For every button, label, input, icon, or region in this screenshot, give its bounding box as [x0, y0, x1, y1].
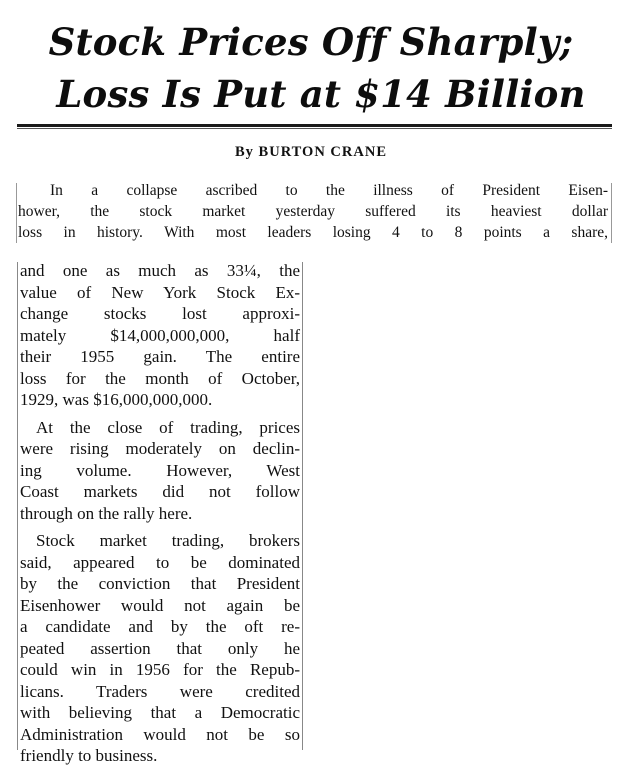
headline-line-1: Stock Prices Off Sharply;: [48, 20, 574, 64]
text-line: peated assertion that only he: [20, 638, 300, 658]
column-left-border: [17, 262, 18, 750]
text-line: ing volume. However, West: [20, 460, 300, 480]
lead-line: hower, the stock market yesterday suffered its heaviest dollar: [18, 203, 608, 220]
lead-paragraph: [18, 180, 608, 243]
byline: By BURTON CRANE: [235, 144, 387, 160]
article-paragraph: [20, 260, 300, 411]
text-line: mately $14,000,000,000, half: [20, 325, 300, 345]
text-line: Eisenhower would not again be: [20, 595, 300, 615]
article-column: [20, 260, 300, 767]
text-line: their 1955 gain. The entire: [20, 347, 300, 366]
text-line: value of New York Stock Ex-: [20, 282, 300, 302]
text-line: and one as much as 33¼, the: [20, 261, 300, 280]
text-line: 1929, was $16,000,000,000.: [20, 390, 213, 409]
text-line: a candidate and by the oft re-: [20, 617, 300, 636]
text-line: said, appeared to be dominated: [20, 552, 300, 572]
text-line: through on the rally here.: [20, 503, 193, 523]
article-paragraph: [20, 417, 300, 525]
text-line: change stocks lost approxi-: [20, 304, 300, 323]
text-line: could win in 1956 for the Repub-: [20, 660, 300, 679]
headline-line-2: Loss Is Put at $14 Billion: [56, 72, 586, 116]
text-line: with believing that a Democratic: [20, 703, 300, 722]
text-line: loss for the month of October,: [20, 368, 300, 388]
text-line: Administration would not be so: [20, 724, 300, 744]
lead-left-border: [16, 183, 17, 243]
text-line: Coast markets did not follow: [20, 482, 300, 501]
lead-line: loss in history. With most leaders losing 4 to 8 points a share,: [18, 224, 608, 241]
text-line: At the close of trading, prices: [36, 417, 300, 437]
headline-rule-thin: [17, 128, 612, 129]
text-line: friendly to business.: [20, 746, 158, 765]
article-paragraph: [20, 530, 300, 767]
text-line: licans. Traders were credited: [20, 681, 300, 701]
text-line: were rising moderately on declin-: [20, 439, 300, 458]
text-line: Stock market trading, brokers: [36, 531, 300, 550]
headline-rule: [17, 124, 612, 127]
column-right-border: [302, 262, 303, 750]
text-line: by the conviction that President: [20, 574, 300, 593]
lead-line: In a collapse ascribed to the illness of President Eisen-: [50, 182, 608, 199]
lead-right-border: [611, 183, 612, 243]
